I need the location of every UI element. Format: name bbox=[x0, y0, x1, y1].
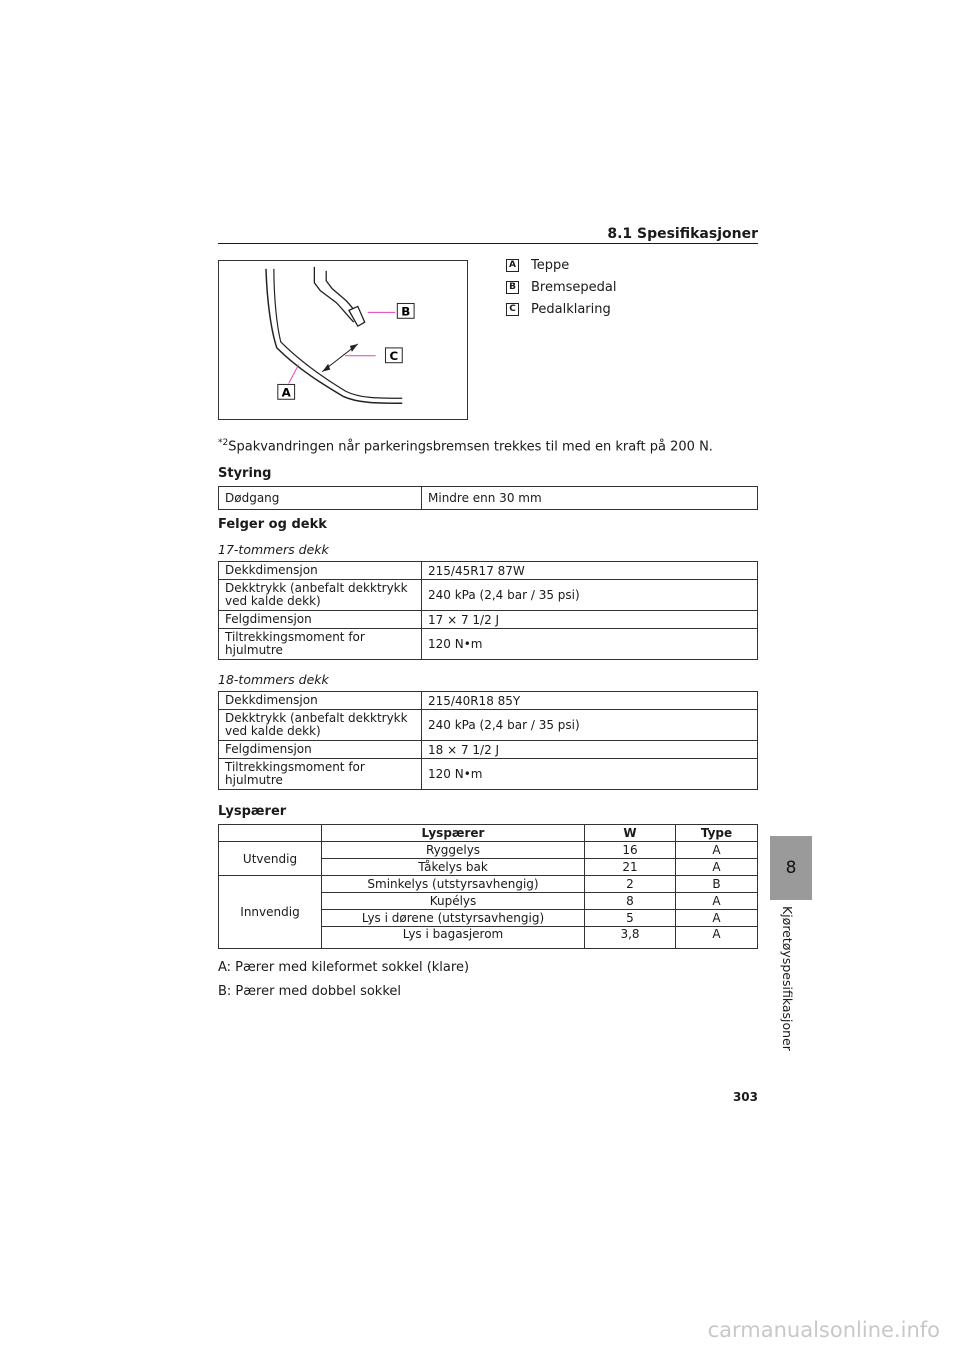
legend-key: C bbox=[506, 303, 519, 316]
table-cell-label: Dekktrykk (anbefalt dekktrykk ved kalde dekk) bbox=[219, 710, 422, 741]
legend-key: A bbox=[506, 259, 519, 272]
bulb-name: Lys i bagasjerom bbox=[322, 927, 585, 949]
column-header: W bbox=[585, 825, 676, 842]
bulb-name: Lys i dørene (utstyrsavhengig) bbox=[322, 910, 585, 927]
table-cell-value: 120 N•m bbox=[422, 629, 758, 660]
table-row bbox=[219, 759, 758, 790]
table-cell-value: 18 × 7 1/2 J bbox=[422, 741, 758, 759]
bulb-name: Ryggelys bbox=[322, 842, 585, 859]
table-row bbox=[219, 876, 758, 893]
bulb-watt: 3,8 bbox=[585, 927, 676, 949]
bulb-type: A bbox=[676, 893, 758, 910]
column-header: Lyspærer bbox=[322, 825, 585, 842]
table-cell-value: 120 N•m bbox=[422, 759, 758, 790]
table-header-row bbox=[219, 825, 758, 842]
bulb-name: Tåkelys bak bbox=[322, 859, 585, 876]
bulb-watt: 16 bbox=[585, 842, 676, 859]
bulb-type: B bbox=[676, 876, 758, 893]
table-row bbox=[219, 562, 758, 580]
legend-item bbox=[506, 298, 617, 320]
table-row bbox=[219, 842, 758, 859]
table-row bbox=[219, 580, 758, 611]
bulb-note-b: B: Pærer med dobbel sokkel bbox=[218, 984, 401, 999]
legend-key: B bbox=[506, 281, 519, 294]
tire18-table bbox=[218, 691, 758, 790]
table-cell-label: Dekkdimensjon bbox=[219, 562, 422, 580]
footnote bbox=[218, 438, 713, 454]
table-cell-value: 215/45R17 87W bbox=[422, 562, 758, 580]
table-row bbox=[219, 611, 758, 629]
table-cell-label: Dekktrykk (anbefalt dekktrykk ved kalde dekk) bbox=[219, 580, 422, 611]
table-cell-label: Dødgang bbox=[219, 487, 422, 510]
table-cell-value: 240 kPa (2,4 bar / 35 psi) bbox=[422, 710, 758, 741]
bulb-name: Sminkelys (utstyrsavhengig) bbox=[322, 876, 585, 893]
section-heading-tires: Felger og dekk bbox=[218, 517, 327, 532]
header-rule bbox=[218, 243, 758, 244]
table-cell-label: Tiltrekkingsmoment for hjulmutre bbox=[219, 759, 422, 790]
bulb-type: A bbox=[676, 910, 758, 927]
table-cell-label: Dekkdimensjon bbox=[219, 692, 422, 710]
bulb-watt: 8 bbox=[585, 893, 676, 910]
table-row bbox=[219, 710, 758, 741]
bulb-note-a: A: Pærer med kileformet sokkel (klare) bbox=[218, 960, 470, 975]
group-cell: Innvendig bbox=[219, 876, 322, 949]
bulbs-table bbox=[218, 824, 758, 949]
footnote-mark: *2 bbox=[218, 438, 229, 448]
bulb-type: A bbox=[676, 842, 758, 859]
legend-text: Bremsepedal bbox=[531, 279, 617, 295]
group-cell: Utvendig bbox=[219, 842, 322, 876]
footnote-text: Spakvandringen når parkeringsbremsen trekkes til med en kraft på 200 N. bbox=[228, 439, 713, 455]
figure-label-c: C bbox=[389, 348, 399, 363]
subheading-18: 18-tommers dekk bbox=[218, 672, 329, 687]
figure-legend bbox=[506, 254, 617, 320]
table-cell-label: Tiltrekkingsmoment for hjulmutre bbox=[219, 629, 422, 660]
bulb-watt: 5 bbox=[585, 910, 676, 927]
page-number: 303 bbox=[732, 1090, 758, 1104]
subheading-17: 17-tommers dekk bbox=[218, 542, 329, 557]
legend-item bbox=[506, 276, 617, 298]
table-cell-value: 215/40R18 85Y bbox=[422, 692, 758, 710]
legend-text: Pedalklaring bbox=[531, 301, 611, 317]
steering-table bbox=[218, 486, 758, 510]
table-cell-value: 240 kPa (2,4 bar / 35 psi) bbox=[422, 580, 758, 611]
bulb-type: A bbox=[676, 927, 758, 949]
table-row bbox=[219, 629, 758, 660]
chapter-tab: 8 bbox=[770, 836, 812, 900]
legend-text: Teppe bbox=[531, 257, 570, 273]
bulb-watt: 21 bbox=[585, 859, 676, 876]
table-cell-value: Mindre enn 30 mm bbox=[422, 487, 758, 510]
chapter-label: Kjøretøyspesifikasjoner bbox=[780, 906, 795, 1051]
table-cell-label: Felgdimensjon bbox=[219, 611, 422, 629]
table-cell-label: Felgdimensjon bbox=[219, 741, 422, 759]
bulb-watt: 2 bbox=[585, 876, 676, 893]
table-row bbox=[219, 487, 758, 510]
legend-item bbox=[506, 254, 617, 276]
section-heading-steering: Styring bbox=[218, 466, 272, 481]
brake-pedal-diagram bbox=[219, 261, 467, 419]
bulb-type: A bbox=[676, 859, 758, 876]
column-header bbox=[219, 825, 322, 842]
section-heading-bulbs: Lyspærer bbox=[218, 804, 287, 819]
watermark: carmanualsonline.info bbox=[707, 1318, 940, 1342]
figure-label-b: B bbox=[401, 304, 411, 319]
table-row bbox=[219, 692, 758, 710]
tire17-table bbox=[218, 561, 758, 660]
table-row bbox=[219, 741, 758, 759]
table-cell-value: 17 × 7 1/2 J bbox=[422, 611, 758, 629]
brake-pedal-figure bbox=[218, 260, 468, 420]
figure-label-a: A bbox=[281, 385, 291, 400]
page-header: 8.1 Spesifikasjoner bbox=[607, 226, 758, 242]
bulb-name: Kupélys bbox=[322, 893, 585, 910]
column-header: Type bbox=[676, 825, 758, 842]
